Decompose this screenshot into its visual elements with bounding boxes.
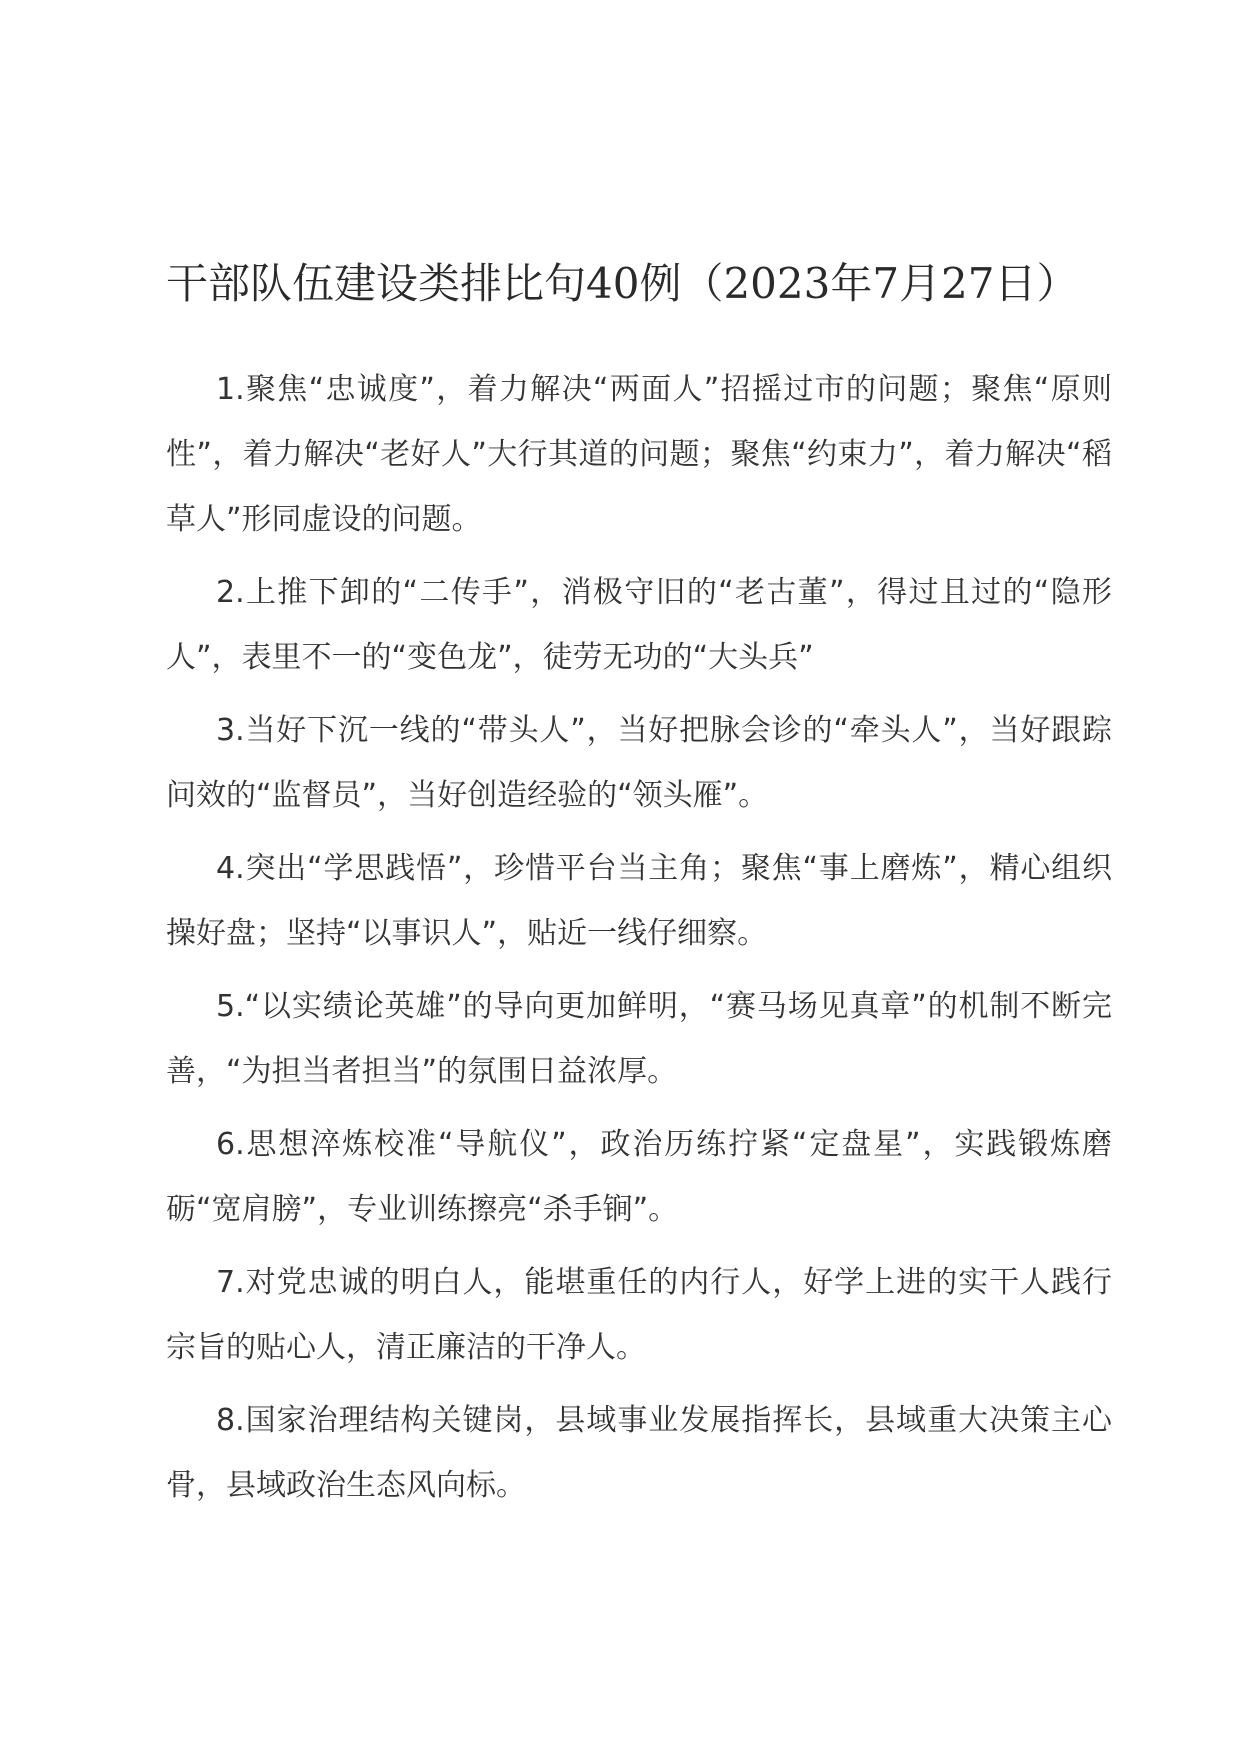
document-title: 干部队伍建设类排比句40例（2023年7月27日） xyxy=(166,259,1079,308)
paragraph-8: 8.国家治理结构关键岗，县域事业发展指挥长，县域重大决策主心骨，县域政治生态风向标。 xyxy=(166,1403,1112,1503)
paragraph-5: 5.“以实绩论英雄”的导向更加鲜明，“赛马场见真章”的机制不断完善，“为担当者担当”的氛围日益浓厚。 xyxy=(166,989,1112,1089)
document-body xyxy=(166,357,1112,1526)
paragraph-6: 6.思想淬炼校准“导航仪”，政治历练拧紧“定盘星”，实践锻炼磨砺“宽肩膀”，专业训练擦亮“杀手锏”。 xyxy=(166,1127,1112,1227)
paragraph-4: 4.突出“学思践悟”，珍惜平台当主角；聚焦“事上磨炼”，精心组织操好盘；坚持“以事识人”，贴近一线仔细察。 xyxy=(166,851,1112,951)
paragraph-2: 2.上推下卸的“二传手”，消极守旧的“老古董”，得过且过的“隐形人”，表里不一的“变色龙”，徒劳无功的“大头兵” xyxy=(166,575,1112,675)
paragraph-7: 7.对党忠诚的明白人，能堪重任的内行人，好学上进的实干人践行宗旨的贴心人，清正廉洁的干净人。 xyxy=(166,1265,1112,1365)
paragraph-1: 1.聚焦“忠诚度”，着力解决“两面人”招摇过市的问题；聚焦“原则性”，着力解决“老好人”大行其道的问题；聚焦“约束力”，着力解决“稻草人”形同虚设的问题。 xyxy=(166,372,1112,537)
paragraph-3: 3.当好下沉一线的“带头人”，当好把脉会诊的“牵头人”，当好跟踪问效的“监督员”，当好创造经验的“领头雁”。 xyxy=(166,713,1112,813)
